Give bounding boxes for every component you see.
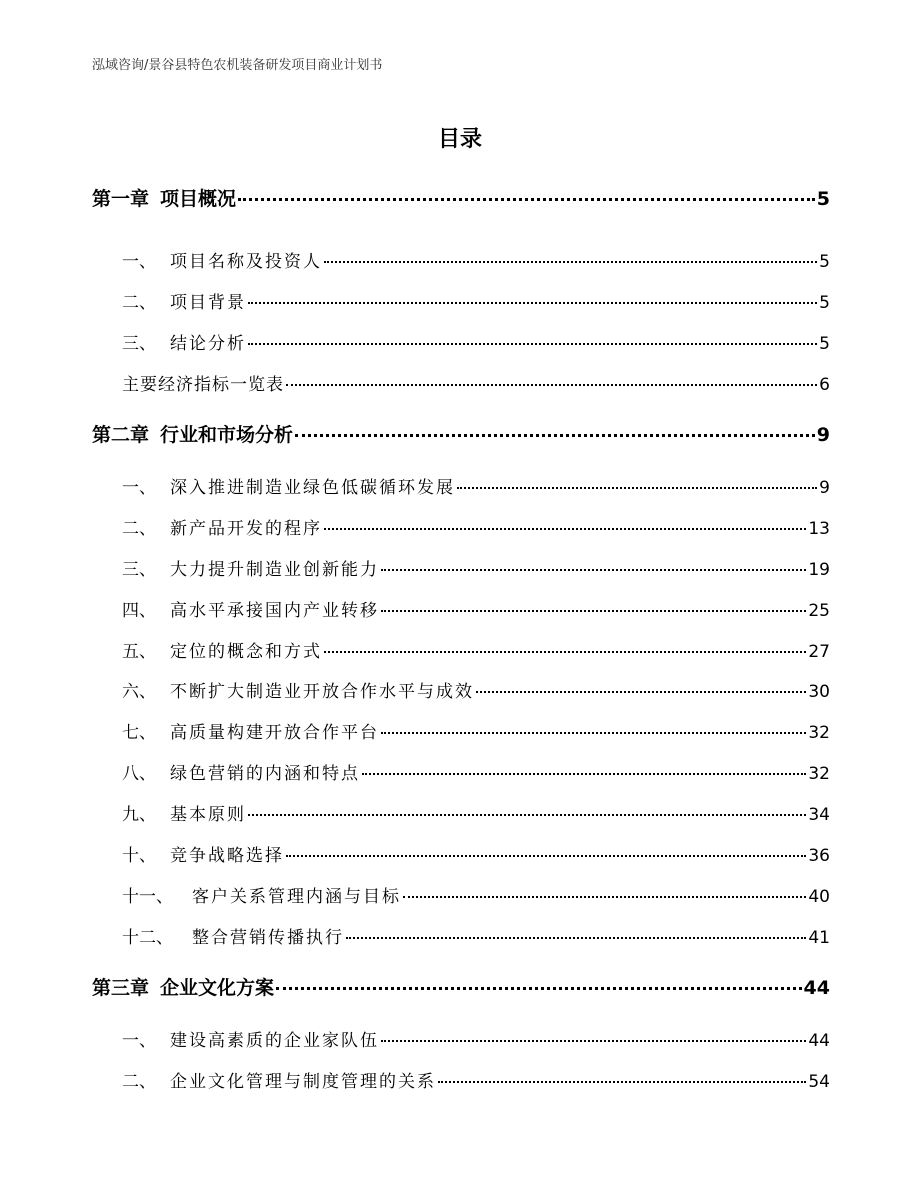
toc-entry-chapter-3[interactable] [92, 973, 830, 1000]
toc-entry-section[interactable] [122, 718, 830, 743]
toc-leader-dots [362, 773, 806, 775]
toc-entry-section[interactable] [122, 288, 830, 313]
toc-entry-label: 大力提升制造业创新能力 [170, 560, 379, 580]
toc-entry-section[interactable] [122, 882, 830, 907]
toc-entry-label: 客户关系管理内涵与目标 [192, 887, 401, 907]
toc-entry-number: 一、 [122, 252, 156, 272]
page-header: 泓域咨询/景谷县特色农机装备研发项目商业计划书 [92, 58, 383, 73]
toc-entry-page: 6 [819, 375, 830, 395]
toc-entry-number: 九、 [122, 805, 156, 825]
toc-entry-number: 十、 [122, 846, 156, 866]
toc-entry-label: 结论分析 [170, 334, 246, 354]
toc-entry-label: 新产品开发的程序 [170, 519, 322, 539]
toc-entry-section[interactable] [122, 800, 830, 825]
toc-leader-dots [381, 1040, 806, 1042]
toc-entry-section[interactable] [122, 1026, 830, 1051]
toc-entry-section[interactable] [122, 596, 830, 621]
toc-entry-page: 32 [808, 764, 830, 784]
toc-entry-label: 企业文化方案 [160, 977, 275, 999]
toc-entry-number: 十一、 [122, 887, 173, 907]
toc-leader-dots [295, 434, 815, 437]
toc-entry-section[interactable] [122, 329, 830, 354]
toc-entry-number: 第二章 [92, 424, 150, 446]
toc-entry-number: 第三章 [92, 977, 150, 999]
toc-entry-label: 高质量构建开放合作平台 [170, 723, 379, 743]
toc-leader-dots [324, 261, 817, 263]
toc-entry-page: 5 [819, 252, 830, 272]
toc-leader-dots [286, 855, 806, 857]
toc-entry-label: 定位的概念和方式 [170, 642, 322, 662]
toc-entry-label: 基本原则 [170, 805, 246, 825]
toc-entry-section[interactable] [122, 247, 830, 272]
toc-entry-label: 绿色营销的内涵和特点 [170, 764, 360, 784]
toc-entry-label: 项目概况 [160, 188, 237, 210]
toc-entry-label: 竞争战略选择 [170, 846, 284, 866]
toc-entry-number: 三、 [122, 560, 156, 580]
toc-entry-number: 八、 [122, 764, 156, 784]
toc-entry-label: 高水平承接国内产业转移 [170, 601, 379, 621]
toc-entry-number: 二、 [122, 293, 156, 313]
toc-entry-chapter-2[interactable] [92, 420, 830, 447]
toc-entry-section[interactable] [122, 677, 830, 702]
toc-entry-number: 四、 [122, 601, 156, 621]
toc-entry-section[interactable] [122, 514, 830, 539]
toc-leader-dots [457, 487, 817, 489]
toc-entry-page: 44 [808, 1031, 830, 1051]
toc-title: 目录 [437, 127, 482, 152]
toc-entry-number: 六、 [122, 682, 156, 702]
toc-leader-dots [324, 651, 806, 653]
toc-entry-page: 5 [819, 293, 830, 313]
toc-entry-page: 5 [816, 188, 830, 210]
toc-entry-section[interactable] [122, 555, 830, 580]
toc-entry-number: 三、 [122, 334, 156, 354]
toc-entry-chapter-1[interactable] [92, 184, 830, 211]
toc-entry-label: 主要经济指标一览表 [122, 375, 284, 395]
toc-entry-page: 34 [808, 805, 830, 825]
toc-leader-dots [238, 198, 815, 201]
toc-entry-label: 深入推进制造业绿色低碳循环发展 [170, 478, 455, 498]
toc-entry-page: 25 [808, 601, 830, 621]
toc-entry-page: 40 [808, 887, 830, 907]
toc-entry-label: 行业和市场分析 [160, 424, 294, 446]
toc-leader-dots [248, 302, 817, 304]
toc-entry-page: 54 [808, 1072, 830, 1092]
toc-entry-label: 项目名称及投资人 [170, 252, 322, 272]
toc-entry-section[interactable] [122, 473, 830, 498]
toc-entry-number: 十二、 [122, 928, 173, 948]
toc-entry-section[interactable] [122, 923, 830, 948]
toc-entry-section[interactable] [122, 841, 830, 866]
toc-entry-label: 整合营销传播执行 [192, 928, 344, 948]
toc-entry-number: 一、 [122, 478, 156, 498]
toc-entry-label: 项目背景 [170, 293, 246, 313]
toc-leader-dots [381, 569, 806, 571]
toc-entry-label: 建设高素质的企业家队伍 [170, 1031, 379, 1051]
toc-entry-number: 二、 [122, 1072, 156, 1092]
toc-entry-label: 不断扩大制造业开放合作水平与成效 [170, 682, 474, 702]
toc-leader-dots [248, 814, 806, 816]
toc-entry-number: 第一章 [92, 188, 150, 210]
toc-entry-page: 19 [808, 560, 830, 580]
toc-entry-page: 41 [808, 928, 830, 948]
toc-entry-label: 企业文化管理与制度管理的关系 [170, 1072, 436, 1092]
toc-entry-number: 五、 [122, 642, 156, 662]
toc-entry-page: 9 [819, 478, 830, 498]
toc-leader-dots [286, 384, 817, 386]
toc-leader-dots [403, 896, 806, 898]
toc-leader-dots [381, 610, 806, 612]
toc-leader-dots [324, 528, 806, 530]
toc-leader-dots [346, 937, 806, 939]
toc-entry-page: 30 [808, 682, 830, 702]
toc-entry-section[interactable] [122, 1067, 830, 1092]
toc-leader-dots [476, 691, 806, 693]
toc-entry-page: 13 [808, 519, 830, 539]
toc-entry-page: 36 [808, 846, 830, 866]
toc-entry-number: 一、 [122, 1031, 156, 1051]
toc-entry-section[interactable] [122, 759, 830, 784]
toc-leader-dots [276, 987, 802, 990]
toc-leader-dots [438, 1081, 806, 1083]
toc-entry-page: 44 [803, 977, 830, 999]
toc-leader-dots [381, 732, 806, 734]
toc-entry-section[interactable] [122, 370, 830, 395]
toc-entry-number: 二、 [122, 519, 156, 539]
toc-leader-dots [248, 343, 817, 345]
toc-entry-page: 32 [808, 723, 830, 743]
toc-entry-page: 9 [816, 424, 830, 446]
toc-entry-page: 5 [819, 334, 830, 354]
toc-entry-number: 七、 [122, 723, 156, 743]
toc-entry-section[interactable] [122, 637, 830, 662]
toc-entry-page: 27 [808, 642, 830, 662]
